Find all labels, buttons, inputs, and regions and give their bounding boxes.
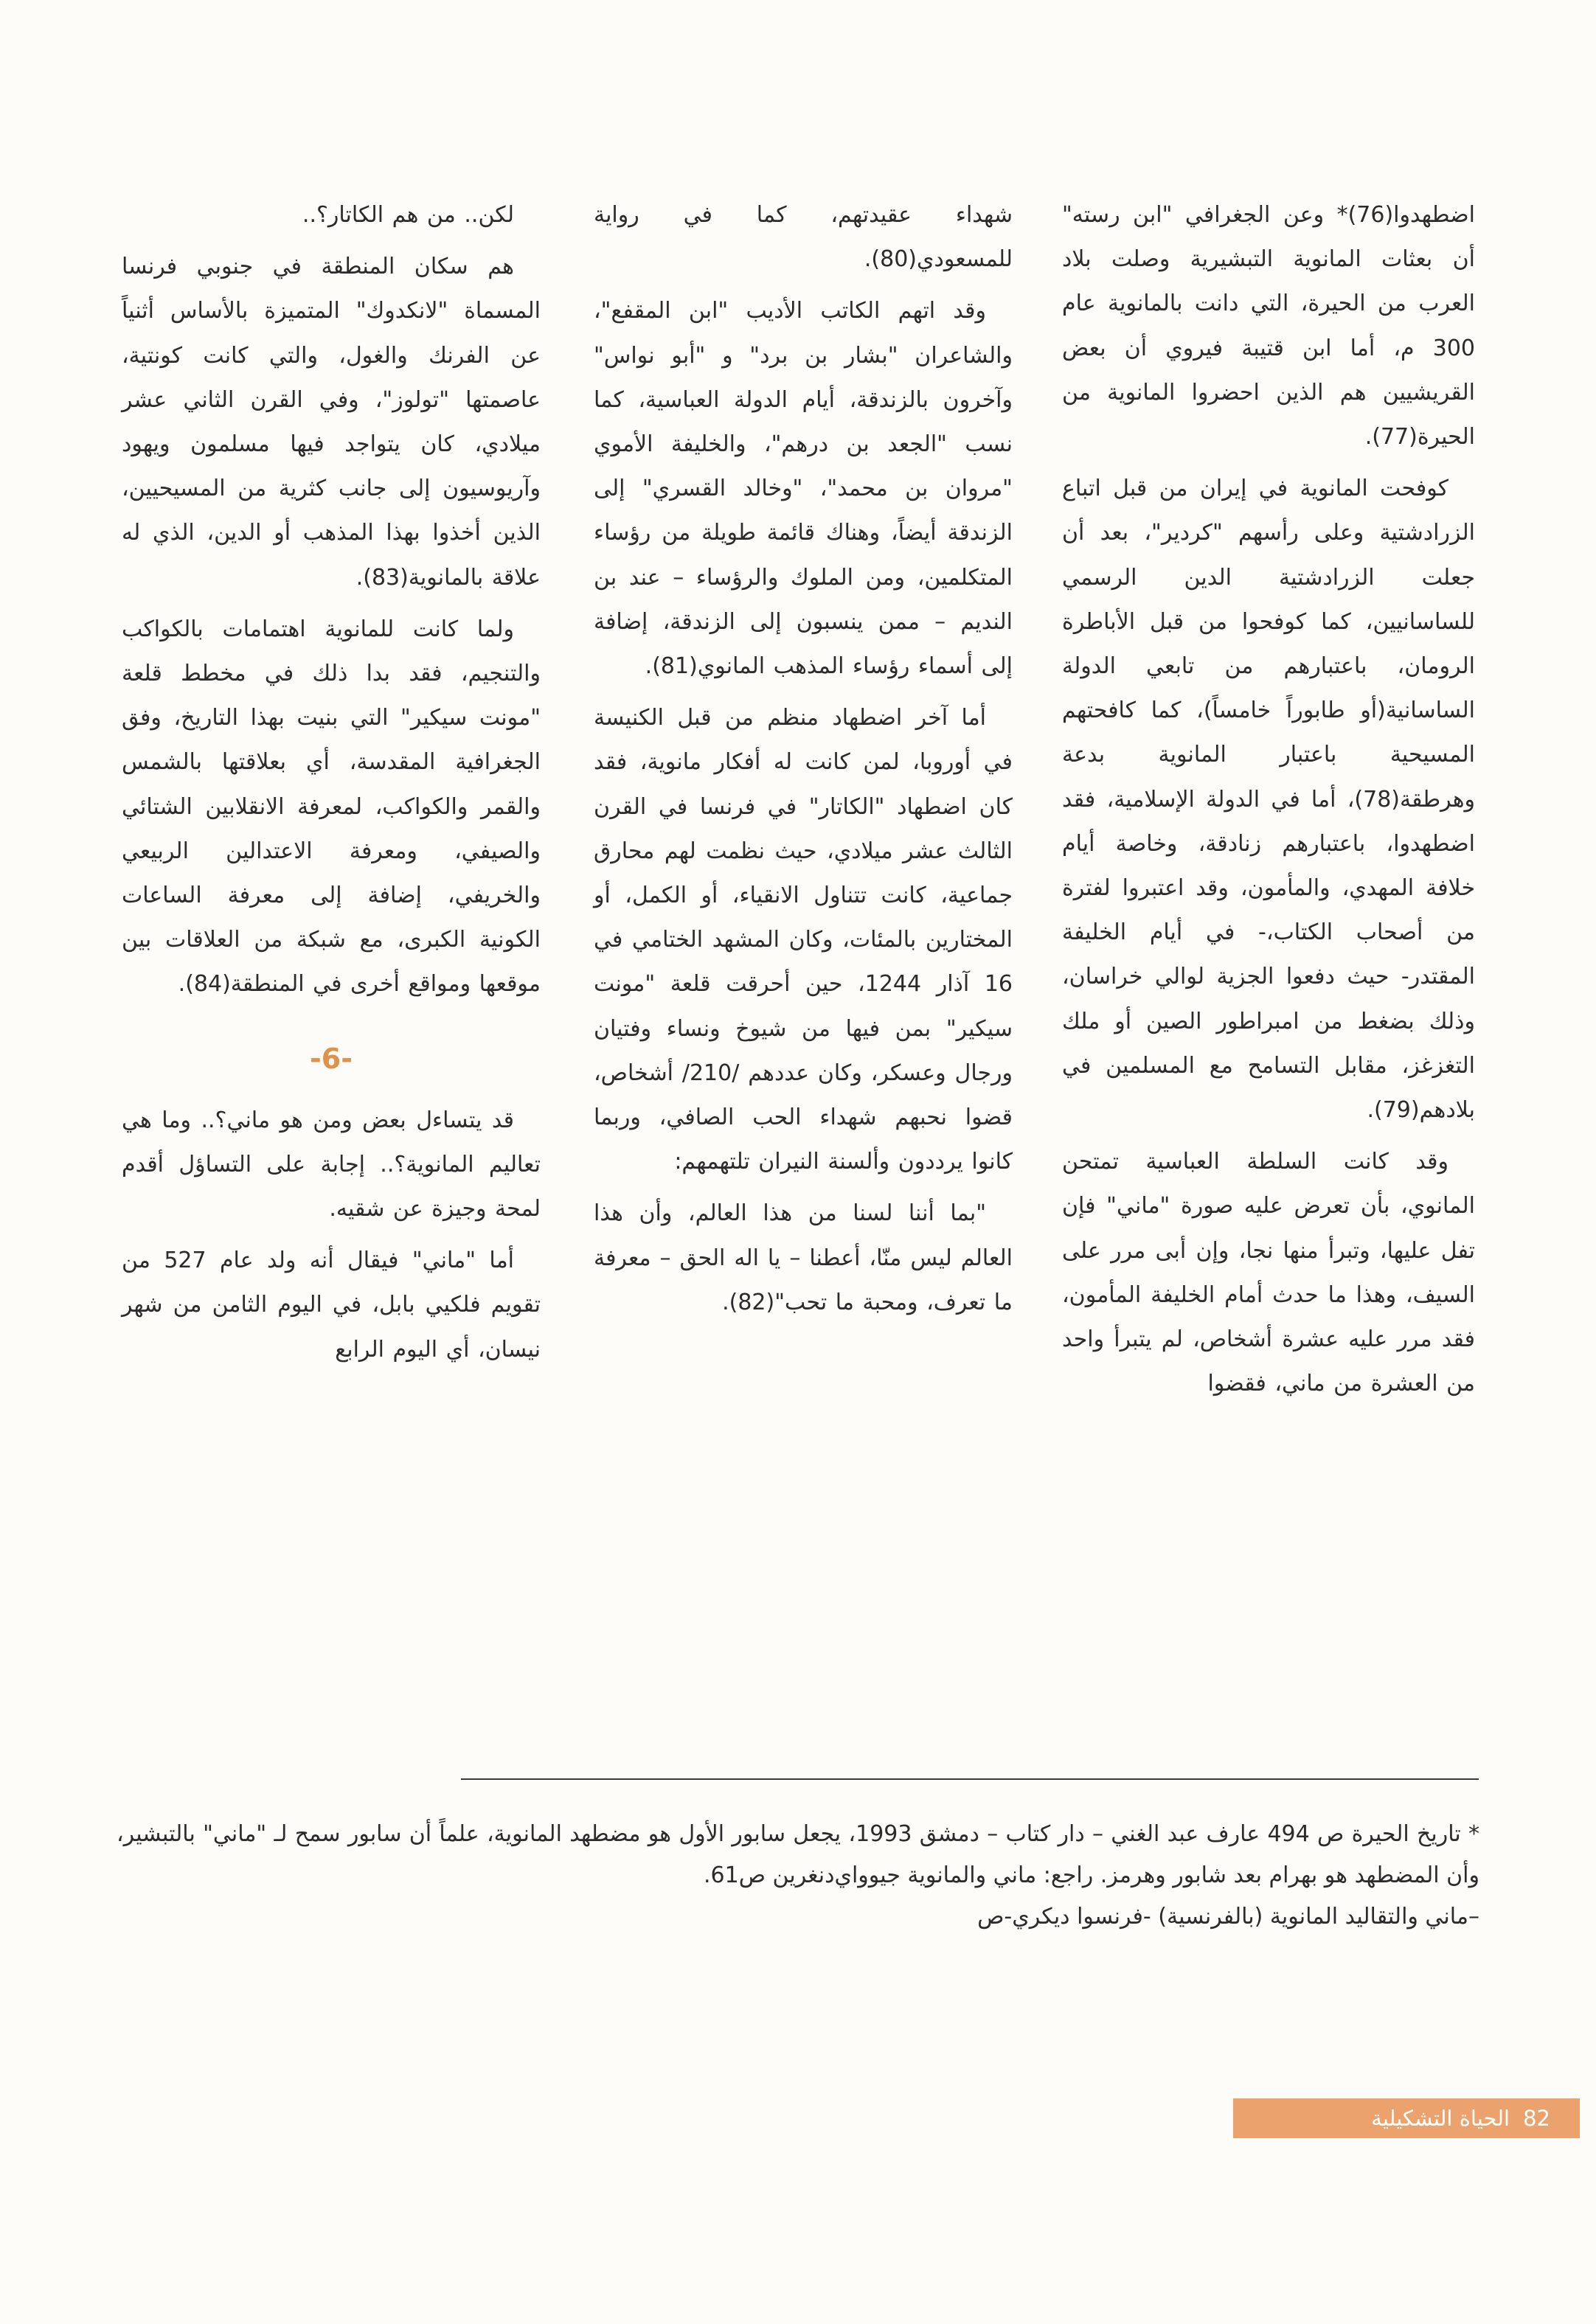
paragraph: أما آخر اضطهاد منظم من قبل الكنيسة في أوروبا، لمن كانت له أفكار مانوية، فقد كان اضطهاد "الكاتار" في فرنسا في القرن الثالث عشر ميلادي، حيث نظمت لهم محارق جماعية، كانت تتناول الانقياء، أو الكمل، أو المختارين بالمئات، وكان المشهد الختامي في 16 آذار 1244، حين أحرقت قلعة "مونت سيكير" بمن فيها من شيوخ ونساء وفتيان ورجال وعسكر، وكان عددهم /210/ أشخاص، قضوا نحبهم شهداء الحب الصافي، وربما كانوا يرددون وألسنة النيران تلتهمهم: (594, 705, 1013, 1175)
paragraph: كوفحت المانوية في إيران من قبل اتباع الزرادشتية وعلى رأسهم "كردير"، بعد أن جعلت الزرادشتية الدين الرسمي للساسانيين، كما كوفحوا من قبل الأباطرة الرومان، باعتبارهم من تابعي الدولة الساسانية(أو طابوراً خامساً)، كما كافحتهم المسيحية باعتبار المانوية بدعة وهرطقة(78)، أما في الدولة الإسلامية، فقد اضطهدوا، باعتبارهم زنادقة، وخاصة أيام خلافة المهدي، والمأمون، وقد اعتبروا لفترة من أصحاب الكتاب،- في أيام الخليفة المقتدر- حيث دفعوا الجزية لوالي خراسان، وذلك بضغط من امبراطور الصين أو ملك التغزغز، مقابل التسامح مع المسلمين في بلادهم(79). (1062, 476, 1475, 1124)
paragraph: اضطهدوا(76)* وعن الجغرافي "ابن رسته" أن بعثات المانوية التبشيرية وصلت بلاد العرب من الحيرة، التي دانت بالمانوية عام 300 م، أما ابن قتيبة فيروي أن بعض القريشيين هم الذين احضروا المانوية من الحيرة(77). (1062, 202, 1475, 450)
footnote (117, 1814, 1479, 1938)
footer-band (1233, 2098, 1580, 2138)
text-column-right (1062, 193, 1475, 1413)
paragraph: وقد كانت السلطة العباسية تمتحن المانوي، بأن تعرض عليه صورة "ماني" فإن تفل عليها، وتبرأ منها نجا، وإن أبى مرر على السيف، وهذا ما حدث أمام الخليفة المأمون، فقد مرر عليه عشرة أشخاص، لم يتبرأ واحد من العشرة من ماني، فقضوا (1062, 1149, 1475, 1397)
footnote-line: –ماني والتقاليد المانوية (بالفرنسية) -فرنسوا ديكري-ص (977, 1904, 1479, 1930)
footnote-divider (461, 1778, 1479, 1780)
page-number: 82 (1523, 2106, 1550, 2131)
paragraph: شهداء عقيدتهم، كما في رواية للمسعودي(80). (594, 202, 1013, 273)
text-column-left (122, 193, 541, 1380)
section-number: -6- (309, 1042, 353, 1075)
paragraph: ولما كانت للمانوية اهتمامات بالكواكب والتنجيم، فقد بدا ذلك في مخطط قلعة "مونت سيكير" التي بنيت بهذا التاريخ، وفق الجغرافية المقدسة، أي بعلاقتها بالشمس والقمر والكواكب، لمعرفة الانقلابين الشتائي والصيفي، ومعرفة الاعتدالين الربيعي والخريفي، إضافة إلى معرفة الساعات الكونية الكبرى، مع شبكة من العلاقات بين موقعها ومواقع أخرى في المنطقة(84). (122, 616, 541, 998)
text-column-middle (594, 193, 1013, 1332)
paragraph: قد يتساءل بعض ومن هو ماني؟.. وما هي تعاليم المانوية؟.. إجابة على التساؤل أقدم لمحة وجيزة عن شقيه. (122, 1107, 541, 1222)
section-question: لكن.. من هم الكاتار؟.. (302, 202, 514, 228)
paragraph: وقد اتهم الكاتب الأديب "ابن المقفع"، والشاعران "بشار بن برد" و "أبو نواس" وآخرون بالزندقة، أيام الدولة العباسية، كما نسب "الجعد بن درهم"، والخليفة الأموي "مروان بن محمد"، "وخالد القسري" إلى الزندقة أيضاً، وهناك قائمة طويلة من رؤساء المتكلمين، ومن الملوك والرؤساء – عند بن النديم – ممن ينسبون إلى الزندقة، إضافة إلى أسماء رؤساء المذهب المانوي(81). (594, 298, 1013, 680)
paragraph: أما "ماني" فيقال أنه ولد عام 527 من تقويم فلكيي بابل، في اليوم الثامن من شهر نيسان، أي اليوم الرابع (122, 1248, 541, 1363)
footnote-line: * تاريخ الحيرة ص 494 عارف عبد الغني – دار كتاب – دمشق 1993، يجعل سابور الأول هو مضطهد المانوية، علماً أن سابور سمح لـ "ماني" بالتبشير، وأن المضطهد هو بهرام بعد شابور وهرمز. راجع: ماني والمانوية جيوواي‌دنغرين ص61. (117, 1821, 1479, 1888)
magazine-name: الحياة التشكيلية (1371, 2106, 1510, 2131)
paragraph: هم سكان المنطقة في جنوبي فرنسا المسماة "لانكدوك" المتميزة بالأساس أثنياً عن الفرنك والغول، والتي كانت كونتية، عاصمتها "تولوز"، وفي القرن الثاني عشر ميلادي، كان يتواجد فيها مسلمون ويهود وآريوسيون إلى جانب كثرية من المسيحيين، الذين أخذوا بهذا المذهب أو الدين، الذي له علاقة بالمانوية(83). (122, 254, 541, 591)
quote-paragraph: "بما أننا لسنا من هذا العالم، وأن هذا العالم ليس منّا، أعطنا – يا اله الحق – معرفة ما تعرف، ومحبة ما تحب"(82). (594, 1200, 1013, 1315)
